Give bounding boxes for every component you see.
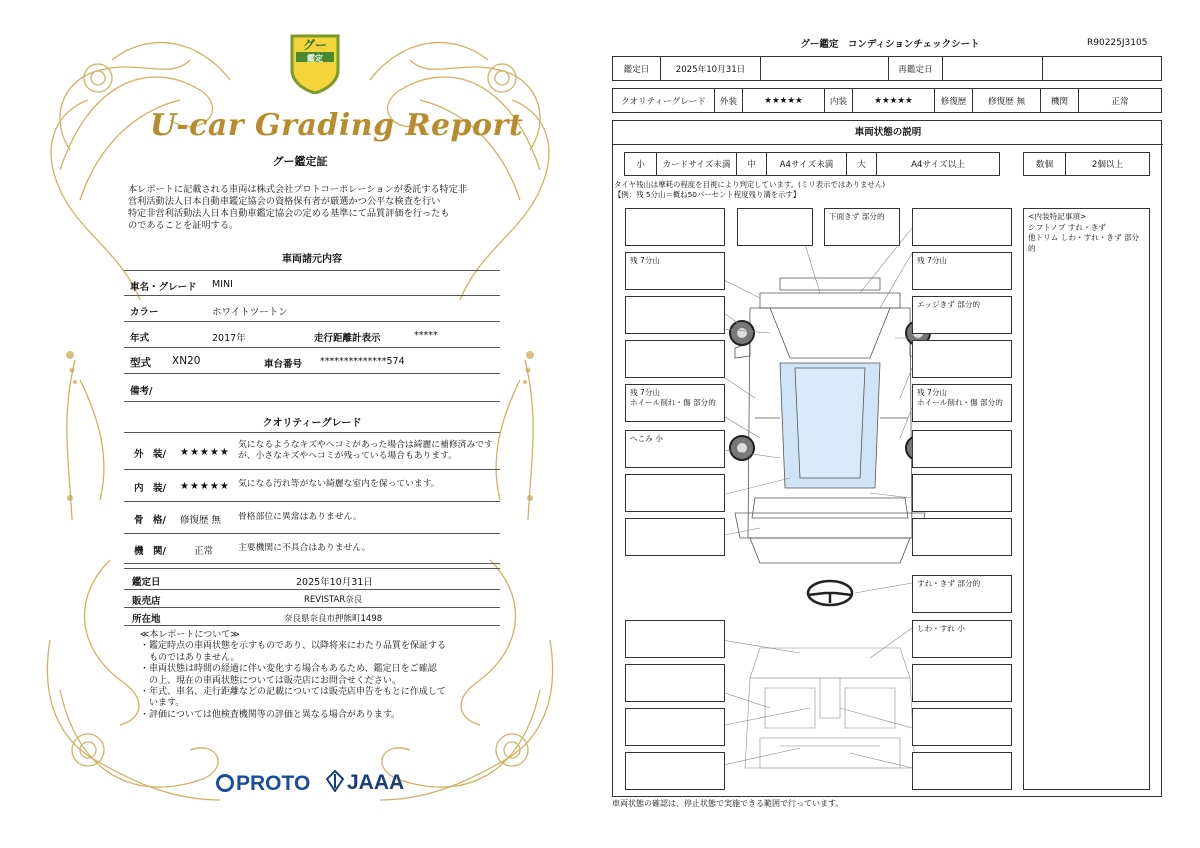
spec-label: 走行距離計表示 [314, 333, 381, 344]
quality-description: 気になる汚れ等がない綺麗な室内を保っています。 [238, 479, 440, 489]
tire-note-line: 【例：残 5分山＝概ね50パーセント程度残り溝を示す】 [614, 189, 801, 199]
redate-value [943, 57, 1043, 81]
condition-box [737, 208, 813, 246]
blank-cell [761, 57, 889, 81]
condition-box [912, 708, 1012, 746]
quality-description: 気になるようなキズやヘコミがあった場合は綺麗に補修済みですが、小さなキズやヘコミが残っている場合もあります。 [238, 440, 493, 461]
quality-label: 骨 格/ [134, 515, 166, 526]
condition-box: エッジきず 部分的 [912, 296, 1012, 334]
quality-row-frame [124, 502, 500, 534]
condition-box [625, 296, 725, 334]
note-line: ≪本レポートについて≫ [140, 630, 240, 640]
date-table [612, 56, 1162, 81]
interior-label: 内装 [825, 89, 853, 113]
statement-line: 本レポートに記載される車両は株式会社プロトコーポレーションが委託する特定非 [128, 184, 468, 195]
size-medium-desc: A4サイズ未満 [767, 153, 847, 176]
engine-value: 正常 [1079, 89, 1162, 113]
date-value: 2025年10月31日 [661, 57, 761, 81]
size-large-label: 大 [847, 153, 877, 176]
quality-row-interior [124, 470, 500, 502]
tire-legend-note [614, 180, 1034, 199]
note-line: ・車両状態は時間の経過に伴い変化する場合もあるため、鑑定日をご確認 [140, 664, 437, 675]
address-label: 所在地 [132, 614, 161, 625]
appraisal-date-label: 鑑定日 [132, 577, 161, 588]
condition-box [625, 708, 725, 746]
statement-line: 営利活動法人日本自動車鑑定協会の資格保有者が厳選かつ公平な検査を行い [128, 196, 441, 207]
condition-box [625, 208, 725, 246]
statement-line: 特定非営利活動法人日本自動車鑑定協会の定める基準にて品質評価を行ったも [128, 208, 450, 219]
spec-label: 備考/ [130, 386, 153, 397]
condition-box [912, 518, 1012, 556]
condition-box: 残 7分山 ホイール削れ・傷 部分的 [912, 384, 1012, 422]
condition-check-sheet [600, 0, 1200, 848]
note-line: ものではありません。 [140, 652, 240, 663]
spec-label: カラー [130, 307, 159, 318]
condition-box [625, 474, 725, 512]
condition-box: 残 7分山 ホイール削れ・傷 部分的 [625, 384, 725, 422]
spec-value: ホワイトツートン [212, 307, 288, 318]
size-medium-label: 中 [737, 153, 767, 176]
quality-row-exterior [124, 432, 500, 470]
condition-box: 残 7分山 [625, 252, 725, 290]
certificate-statement [128, 184, 498, 232]
note-line: ・年式、車名、走行距離などの記載については販売店申告をもとに作成して [140, 687, 446, 698]
spec-heading: 車両諸元内容 [282, 254, 342, 265]
count-desc: 2個以上 [1066, 153, 1150, 176]
condition-box [912, 752, 1012, 790]
count-label: 数個 [1024, 153, 1066, 176]
condition-box [625, 340, 725, 378]
blank-cell [1043, 57, 1162, 81]
jaaa-logo [326, 770, 404, 795]
condition-box [625, 518, 725, 556]
spec-label: 車台番号 [264, 359, 303, 370]
condition-box: しわ・すれ 小 [912, 620, 1012, 658]
exterior-value: ★★★★★ [743, 89, 825, 113]
condition-box [912, 474, 1012, 512]
appraisal-date-value: 2025年10月31日 [296, 577, 373, 588]
quality-grade-table [612, 88, 1162, 113]
quality-grade: ★★★★★ [180, 447, 230, 458]
panel-title: 車両状態の説明 [613, 121, 1163, 145]
quality-grade: 修復歴 無 [180, 515, 222, 526]
note-line: ・鑑定時点の車両状態を示すものであり、以降将来にわたり品質を保証する [140, 641, 447, 652]
jaaa-mark-icon [326, 770, 344, 792]
note-line: います。 [140, 698, 185, 709]
spec-value: ***** [414, 330, 438, 341]
shop-label: 販売店 [132, 596, 161, 607]
quality-heading: クオリティーグレード [262, 418, 362, 429]
size-legend [624, 152, 1000, 176]
certificate-title: グー鑑定証 [272, 155, 328, 168]
size-large-desc: A4サイズ以上 [877, 153, 1000, 176]
quality-label: 外 装/ [134, 449, 166, 460]
repair-value: 修復歴 無 [973, 89, 1041, 113]
shop-row [124, 590, 500, 608]
size-small-label: 小 [625, 153, 657, 176]
address-row [124, 608, 500, 626]
condition-box [912, 664, 1012, 702]
exterior-label: 外装 [715, 89, 743, 113]
size-small-desc: カードサイズ未満 [657, 153, 737, 176]
condition-box: 下面きず 部分的 [824, 208, 900, 246]
count-legend [1023, 152, 1150, 176]
steering-wheel-icon [808, 581, 852, 605]
report-notes [140, 630, 500, 721]
note-line: の上、現在の車両状態については販売店にお問合せください。 [140, 675, 401, 686]
note-line: ・評価については他検査機関等の評価と異なる場合があります。 [140, 709, 401, 720]
date-label: 鑑定日 [613, 57, 661, 81]
condition-box [912, 340, 1012, 378]
interior-notes-title: <内装特記事項> [1028, 212, 1087, 221]
quality-row-engine [124, 534, 500, 564]
proto-logo-text: PROTO [236, 772, 311, 795]
quality-label: クオリティーグレード [613, 89, 715, 113]
report-title: U-car Grading Report [150, 108, 524, 143]
spec-value: MINI [212, 279, 233, 290]
shop-value: REVISTAR奈良 [304, 595, 363, 605]
condition-box [625, 664, 725, 702]
engine-label: 機関 [1041, 89, 1079, 113]
tire-note-line: タイヤ残山は摩耗の程度を目視により判定しています。(ミリ表示ではありません) [614, 180, 886, 189]
appraisal-date-row [124, 568, 500, 590]
spec-row-remarks [124, 374, 500, 402]
condition-box [912, 208, 1012, 246]
proto-mark-icon [216, 774, 234, 792]
spec-row-color [124, 296, 500, 322]
condition-box [625, 620, 725, 658]
spec-row-year [124, 322, 500, 348]
sheet-code: R90225J3105 [1087, 38, 1148, 48]
condition-box [625, 752, 725, 790]
condition-box: 残 7分山 [912, 252, 1012, 290]
quality-grade: 正常 [194, 546, 214, 557]
spec-value: 2017年 [212, 333, 246, 344]
quality-description: 骨格部位に異常はありません。 [238, 512, 362, 522]
address-value: 奈良県奈良市押熊町1498 [284, 614, 383, 624]
sheet-title: グー鑑定 コンディションチェックシート [800, 39, 980, 50]
spec-label: 車名・グレード [130, 282, 197, 293]
condition-box: すれ・きず 部分的 [912, 575, 1012, 613]
jaaa-logo-text: JAAA [347, 771, 405, 794]
interior-value: ★★★★★ [853, 89, 935, 113]
quality-grade: ★★★★★ [180, 481, 230, 492]
statement-line: のであることを証明する。 [128, 220, 239, 231]
spec-label: 年式 [130, 333, 150, 344]
interior-notes-box [1023, 208, 1150, 790]
spec-value: XN20 [172, 355, 201, 367]
spec-label: 型式 [130, 357, 151, 369]
goo-kantei-logo [286, 32, 344, 94]
quality-label: 内 装/ [134, 483, 166, 494]
condition-box: へこみ 小 [625, 430, 725, 468]
repair-label: 修復歴 [935, 89, 973, 113]
svg-text:鑑定: 鑑定 [307, 54, 323, 63]
spec-row-model [124, 348, 500, 374]
condition-box [912, 430, 1012, 468]
quality-description: 主要機関に不具合はありません。 [238, 543, 371, 553]
spec-value: **************574 [320, 356, 405, 367]
redate-label: 再鑑定日 [889, 57, 943, 81]
interior-note-line: シフトノブ すれ・きず [1028, 222, 1106, 232]
proto-logo [216, 772, 310, 796]
svg-text:グー: グー [302, 38, 328, 52]
quality-label: 機 関/ [134, 546, 166, 557]
interior-note-line: 他トリム しわ・すれ・きず 部分的 [1028, 233, 1140, 253]
spec-row-name [124, 270, 500, 296]
sheet-footer: 車両状態の確認は、停止状態で実施できる範囲で行っています。 [612, 799, 844, 808]
